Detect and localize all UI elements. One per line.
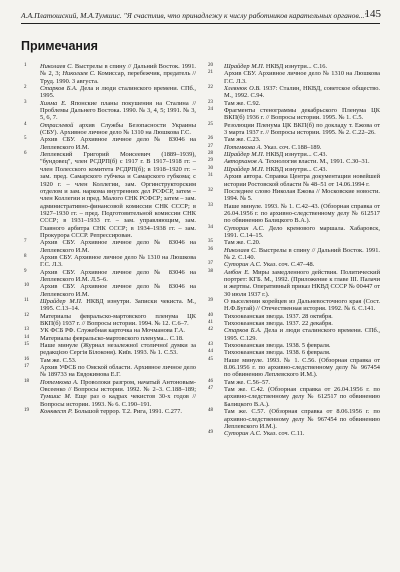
endnote: [208, 158, 380, 165]
endnote-number: 16: [24, 356, 29, 362]
endnote-text: Леплевский Григорий Моисеевич (1889–1939), "бундовец", член РСДРП(б) с 1917 г. В 1917–1918 гг. – член Полесского комитета РСДРП(б); в 1918–1920 гг. – зам. пред. Самарского губчека и Самарского губкома; с 1920 г. – член Коллегии, зам. Оргинструкторским отделом и зам. наркома внутренних дел РСФСР, затем – член Коллегии и пред. Малого СНК РСФСР; затем – зам. административно-финансовой комиссии СНК СССР; в 1927–1930 гг. – пред. Подготовительной комиссии СНК СССР; в 1931–1933 гг. – зам. управляющим, зам. Главного арбитра СНК СССР; в 1934–1938 гг. – зам. Прокурора СССР. Репрессирован.: [40, 151, 197, 239]
endnote-number: 39: [208, 298, 213, 303]
endnote-number: 49: [208, 430, 213, 436]
endnote-text: УК ФСБ РФ. Служебная карточка на Мочманова Г.А.: [40, 327, 186, 335]
endnote: [24, 136, 196, 151]
endnote-text: Комиссар, перебежчик, предатель // Труд. 1990. 3 августа.: [40, 70, 196, 85]
endnote-number: 5: [24, 136, 27, 142]
endnote-text: Фрагменты стенограммы декабрьского Пленума ЦК ВКП(б) 1936 г. // Вопросы истории. 1995. № 1. С.5.: [224, 107, 380, 122]
endnote-number: 33: [208, 202, 213, 208]
endnote: [208, 85, 380, 100]
endnote: [208, 203, 380, 225]
endnote-author: Потемкова А.: [224, 143, 263, 151]
endnote-number: 15: [24, 342, 29, 348]
endnote: [208, 342, 380, 349]
endnote-text: Выстрелы в спину // Дальний Восток. 1991. № 2. С.140.: [224, 246, 380, 261]
endnote: [208, 379, 380, 386]
endnote: [208, 247, 380, 262]
endnote: [208, 225, 380, 240]
endnote-text: Миры замедленного действия. Политический портрет: КГБ. М., 1992. (Приложение к главе III. Палачи и жертвы. Оперативный приказ НКВД СССР № 00447 от 30 июля 1937 г.).: [224, 268, 381, 298]
endnote: [208, 122, 380, 137]
endnote-number: 32: [208, 187, 213, 193]
endnote-text: Технология власти. М., 1991. С.30–31.: [263, 158, 370, 166]
endnote-author: Суторин А.С.: [224, 261, 262, 269]
endnote-number: 4: [24, 121, 27, 127]
endnote: [24, 63, 196, 85]
endnote: [208, 298, 380, 313]
endnote: [24, 269, 196, 284]
endnote: [24, 357, 196, 364]
endnote-text: Указ. соч. С.188–189.: [262, 143, 322, 151]
endnote-number: 30: [208, 165, 213, 171]
endnote-number: 19: [24, 408, 29, 414]
endnote-number: 40: [208, 312, 213, 318]
endnote-text: Там же. С.53.: [40, 356, 77, 364]
endnote: [208, 408, 380, 430]
endnote-text: Там же. С.23.: [224, 136, 261, 144]
endnote: [208, 269, 380, 298]
endnote-number: 38: [208, 268, 213, 274]
endnote-number: 17: [24, 364, 29, 370]
endnote-number: 13: [24, 327, 29, 333]
endnote-number: 20: [208, 63, 213, 68]
endnote-text: Архив автора. Справка Центра документации новейшей истории Ростовской области № 48–51 от 14.06.1994 г.: [224, 173, 380, 188]
endnote-text: Там же. С.57. (Обзорная справка от 8.06.1956 г. по архивно-следственному делу № 967454 по обвинению Леплевского И.М.).: [224, 408, 380, 430]
endnote: [24, 122, 196, 137]
endnote-text: Проволоки разгром, начатый Антоновым-Овсеенко // Вопросы истории. 1992. № 2–3. С.188–189;: [40, 378, 196, 394]
endnote-number: 6: [24, 151, 27, 157]
endnote: [24, 100, 196, 122]
endnote: [208, 144, 380, 151]
endnote-number: 24: [208, 107, 213, 113]
endnote-number: 8: [24, 253, 27, 259]
section-title: Примечания: [21, 39, 98, 53]
endnote-number: 18: [24, 378, 29, 384]
endnote-author: Шрайдер М.П.: [224, 151, 265, 159]
endnote-number: 22: [208, 85, 213, 91]
endnote-number: 36: [208, 246, 213, 252]
notes-column-left: [24, 63, 196, 416]
endnote-number: 45: [208, 356, 213, 362]
header-authors-title: А.А.Платошский, М.А.Тумшис. "Я счастлив, что принадлежу к числу работников карательных органов...": [21, 11, 368, 20]
endnote: [208, 320, 380, 327]
running-header: [21, 8, 381, 22]
endnote-text: 1937: Сталин, НКВД, советское общество. М., 1992. С.94.: [224, 85, 381, 100]
notes-column-right: [208, 63, 380, 438]
endnote-number: 21: [208, 70, 213, 76]
endnote-text: Там же. С.56–57.: [224, 378, 271, 386]
endnote: [208, 313, 380, 320]
endnote-author: Амбон Е.: [224, 268, 250, 276]
endnote-number: 9: [24, 268, 27, 274]
endnote-author: Суторин А.С.: [224, 430, 262, 438]
endnote: [208, 151, 380, 158]
endnote: [24, 85, 196, 100]
endnote: [208, 107, 380, 122]
endnote: [208, 239, 380, 246]
endnote-number: 27: [208, 143, 213, 149]
endnote: [208, 327, 380, 342]
endnote-author: Авторханов А.: [224, 158, 264, 166]
endnote-author: Хлевнюк О.В.: [224, 85, 261, 93]
endnote: [24, 408, 196, 415]
endnote: [24, 364, 196, 379]
endnote-number: 10: [24, 283, 29, 289]
endnote-text: Дело кремового маршала. Хабаровск, 1991. С.14–15.: [224, 224, 380, 239]
endnote-text: Дела и люди сталинского времени. СПб., 1995.: [40, 85, 197, 100]
endnote-text: Тихоокеанская звезда. 1938. 5 февраля.: [224, 342, 331, 350]
endnote-text: Последнее слово Николая Ежова // Московские новости. 1994. № 5.: [224, 187, 380, 203]
endnote: [208, 386, 380, 408]
endnote-number: 41: [208, 320, 213, 326]
endnote-number: 48: [208, 408, 213, 414]
endnote-author: Николаев С.: [62, 70, 96, 78]
endnote-text: Резолюции Пленума ЦК ВКП(б) по докладу т. Ежова от 3 марта 1937 г. // Вопросы истории. 1995. № 2. С.22–26.: [224, 121, 380, 137]
endnote-text: Там же. С.20.: [224, 239, 261, 247]
endnote-number: 7: [24, 239, 27, 245]
endnote-text: О выселении корейцев из Дальневосточного края (Сост. Н.Ф.Бугай) // Отечественная история. 1992. № 6. С.141.: [224, 298, 380, 313]
endnote-text: НКВД изнутри... С.16.: [264, 63, 328, 70]
endnote-text: НКВД изнутри. Записки чекиста. М., 1995. С.13–14.: [40, 298, 196, 313]
endnote-text: НКВД изнутри... С.43.: [264, 165, 328, 173]
endnote-text: Материалы февральско-мартовского пленума ЦК ВКП(б) 1937 г. // Вопросы истории. 1994. № 12. С.6–7.: [40, 312, 196, 328]
endnote-author: Шрайдер М.П.: [224, 165, 265, 173]
endnote-text: Архив СБУ. Архивное личное дело № 83046 на Леплевского И.М.: [40, 239, 196, 254]
endnote-text: архив Службы Безопасности Украины (СБУ). Архивное личное дело № 1310 на Люшкова Г.С.: [40, 121, 196, 137]
endnote: [208, 70, 380, 85]
endnote: [24, 379, 196, 408]
endnote-number: 3: [24, 99, 27, 105]
endnote-number: 1: [24, 63, 27, 68]
endnote: [24, 239, 196, 254]
endnote: [208, 188, 380, 203]
endnote-number: 11: [24, 298, 29, 303]
endnote-number: 35: [208, 239, 213, 245]
endnote-text: Тихоокеанская звезда. 1937. 22 декабря.: [224, 320, 333, 328]
endnote: [208, 261, 380, 268]
endnote-text: Еще раз о кадрах чекистов 30-х годов // Вопросы истории. 1993. № 6. С.190–191.: [40, 393, 196, 408]
endnote: [208, 349, 380, 356]
endnote-number: 28: [208, 151, 213, 157]
endnote: [24, 254, 196, 269]
endnote-text: Тихоокеанская звезда. 1937. 28 октября.: [224, 312, 333, 320]
endnote: [24, 151, 196, 239]
endnote-author: Николаев С.: [224, 246, 258, 254]
endnote-number: 43: [208, 342, 213, 348]
page-number: 145: [364, 8, 381, 20]
endnote: [208, 166, 380, 173]
endnote: [208, 100, 380, 107]
endnote-author: Шрайдер М.П.: [40, 298, 83, 305]
endnote-number: 46: [208, 378, 213, 384]
endnote-text: Дела и люди сталинского времени. СПб., 1995. С.129.: [224, 327, 381, 342]
endnote-author: Суторин А.С.: [224, 224, 265, 232]
endnote-text: Архив СБУ. Архивное личное дело № 83046 на Леплевского И.М.: [40, 283, 196, 298]
endnote-text: Архив СБУ. Архивное личное дело № 83046 на Леплевского И.М. Л.5–6.: [40, 268, 196, 283]
endnote-text: Архив СБУ. Архивное личное дело № 83046 на Леплевского И.М.: [40, 136, 196, 151]
endnote-text: Указ. соч. С.11.: [261, 430, 305, 438]
endnote: [208, 173, 380, 188]
endnote-author: Старков Б.А.: [40, 85, 78, 93]
endnote-text: Материалы февральско-мартовского пленума... С.18.: [40, 334, 184, 342]
endnote-text: Архив СБУ. Архивное личное дело № 1310 на Люшкова Г.С. Л.3.: [224, 70, 380, 85]
endnote-author: Хияма Е.: [40, 99, 67, 107]
endnote: [208, 136, 380, 143]
endnote-number: 25: [208, 121, 213, 127]
header-rule: [21, 23, 380, 24]
endnote-text: Указ. соч. С.47–48.: [261, 261, 315, 269]
endnote-number: 37: [208, 261, 213, 267]
endnote-number: 12: [24, 312, 29, 318]
endnote: [24, 298, 196, 313]
endnote-number: 31: [208, 173, 213, 179]
endnote-number: 14: [24, 334, 29, 340]
endnote-text: Архив СБУ. Архивное личное дело № 1310 на Люшкова Г.С. Л.3.: [40, 253, 196, 269]
endnote-text: Наше минуле. 1993. № 1. С.56. (Обзорная справка от 8.06.1956 г. по архивно-следственному делу № 967454 по обвинению Леплевского И.М.).: [224, 356, 380, 379]
endnote: [24, 327, 196, 334]
endnote: [24, 342, 196, 357]
endnote-number: 42: [208, 327, 213, 333]
endnote-text: Японские планы покушения на Сталина // Проблемы Дальнего Востока. 1990. № 3, 4, 5; 1991. № 3, 5, 6, 7.: [40, 99, 196, 122]
endnote: [24, 335, 196, 342]
endnote-text: НКВД изнутри... С.43.: [264, 151, 328, 159]
endnote-author: Николаев С.: [40, 63, 74, 70]
endnote-text: Там же. С.42. (Обзорная справка от 26.04.1956 г. по архивно-следственному делу № 612517 по обвинению Балицкого В.А.).: [224, 386, 380, 408]
endnote-number: 23: [208, 99, 213, 105]
endnote-author: Тумшис М.: [40, 393, 72, 401]
endnote-number: 29: [208, 158, 213, 164]
endnote-text: Архив УФСБ по Омской области. Архивное личное дело № 189733 на Евдокимова Е.Г.: [40, 364, 196, 379]
endnote-text: Тихоокеанская звезда. 1938. 6 февраля.: [224, 349, 331, 357]
endnote-text: Наше минуле (Журнал незалежної столичної думки за редакцією Сергія Білоконя). Київ. 1993. № 1. С.53.: [40, 342, 196, 357]
endnote-text: Выстрелы в спину // Дальний Восток. 1991. № 2, 3;: [40, 63, 196, 78]
endnote-number: 47: [208, 386, 213, 392]
endnote-author: Потемкова А.: [40, 378, 79, 386]
endnote-text: Наше минуле. 1993. № 1. С.42–43. (Обзорная справка от 26.04.1956 г. по архивно-следственному делу № 612517 по обвинению Балицкого В.А.).: [224, 202, 380, 225]
endnote-author: Конквест Р.: [40, 408, 73, 416]
endnote-number: 2: [24, 85, 27, 91]
endnote-author: Старков Б.А.: [224, 327, 262, 335]
endnote-text: Большой террор. Т.2. Рига, 1991. С.277.: [72, 408, 182, 416]
endnote-text: Там же. С.92.: [224, 99, 261, 107]
endnote-number: 34: [208, 224, 213, 230]
endnote: [24, 313, 196, 328]
endnote-author: Шрайдер М.П.: [224, 63, 265, 70]
endnote: [208, 63, 380, 70]
endnote-number: 44: [208, 349, 213, 355]
endnote: [208, 357, 380, 379]
endnote: [24, 283, 196, 298]
endnote: [208, 430, 380, 437]
endnote-number: 26: [208, 136, 213, 142]
endnote-author: Отраслевой: [40, 121, 74, 129]
